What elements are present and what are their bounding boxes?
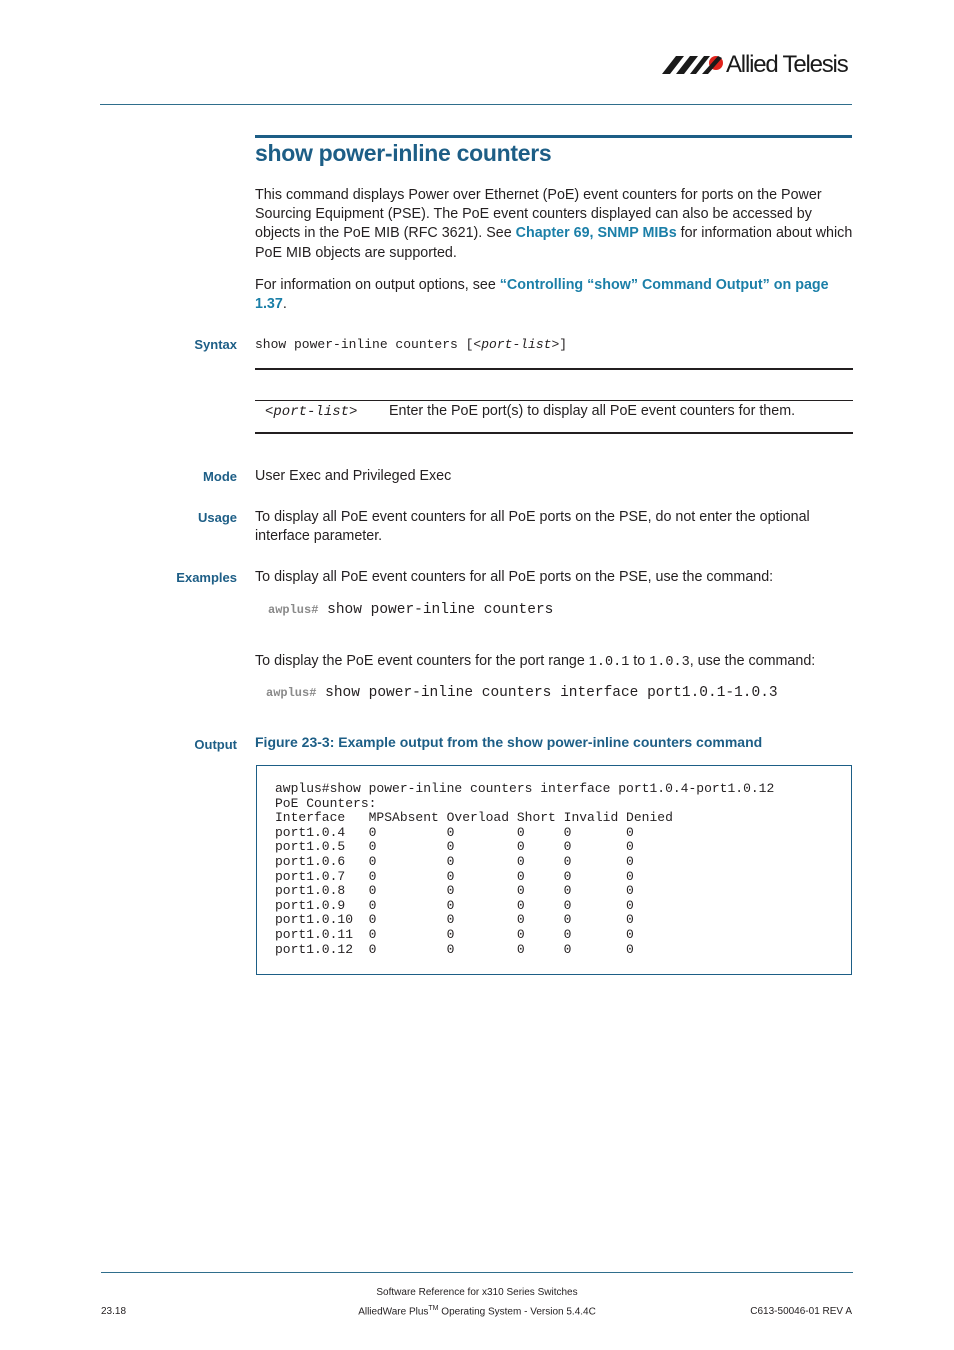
output-options-link[interactable]: “Controlling “show” Command Output” on page 1.37 xyxy=(255,277,829,313)
param-name xyxy=(265,404,357,420)
table-bottom-rule xyxy=(255,432,853,434)
table-top-rule xyxy=(255,368,853,370)
prompt: awplus# xyxy=(266,686,317,700)
footer-product: AlliedWare Plus xyxy=(358,1306,429,1318)
intro-text-3: For information on output options, see xyxy=(255,277,500,293)
output-heading: Output xyxy=(194,737,237,752)
usage-heading: Usage xyxy=(197,510,237,525)
doc-id: C613-50046-01 REV A xyxy=(750,1306,852,1317)
syntax-heading: Syntax xyxy=(194,337,237,352)
page-number: 23.18 xyxy=(101,1306,127,1317)
allied-telesis-logo xyxy=(662,50,854,80)
footer-os: Operating System - Version 5.4.4C xyxy=(438,1306,596,1318)
header-rule xyxy=(100,104,852,105)
syntax-param: port-list xyxy=(481,337,552,352)
prompt: awplus# xyxy=(268,603,319,617)
mode-text: User Exec and Privileged Exec xyxy=(255,468,452,484)
output-text: awplus#show power-inline counters interface port1.0.4-port1.0.12 PoE Counters: Interface MPSAbsent Overload Short Invalid Denied port1.0.4 0 0 0 0 0 port1.0.5 0 0 0 0 0 port1.0.6 0 0 0 0 0 port1.0.7 0 0 0 0 0 port1.0.8 0 0 0 0 0 port1.0.9 0 0 0 0 0 port1.0.10 0 0 0 0 0 port1.0.11 0 0 0 0 0 port1.0.12 0 0 0 0 0 xyxy=(275,781,775,957)
param-description: Enter the PoE port(s) to display all PoE event counters for them. xyxy=(389,403,796,419)
footer-title: Software Reference for x310 Series Switches xyxy=(376,1287,578,1298)
footer-tm: TM xyxy=(428,1305,439,1312)
figure-caption: Figure 23-3: Example output from the show power-inline counters command xyxy=(255,734,763,750)
usage-text: To display all PoE event counters for all PoE ports on the PSE, do not enter the optional interface parameter. xyxy=(255,509,810,545)
intro-paragraph-2 xyxy=(255,276,855,314)
example-command-1 xyxy=(268,602,553,618)
examples-text-1: To display all PoE event counters for all PoE ports on the PSE, use the command: xyxy=(255,569,774,585)
example-command-2 xyxy=(266,685,778,701)
examples-heading: Examples xyxy=(176,570,237,585)
output-box xyxy=(256,765,852,975)
brand-name: Allied Telesis xyxy=(726,51,848,78)
intro-paragraph-1 xyxy=(255,186,855,263)
intro-text-2: for information about which PoE MIB objects are supported. xyxy=(255,225,853,261)
examples-text-2c: , use the command: xyxy=(689,653,816,669)
syntax-cmd-end: >] xyxy=(551,337,568,352)
mode-heading: Mode xyxy=(203,469,237,484)
param-italic: port-list xyxy=(273,404,350,420)
intro-text: This command displays Power over Ethernet (PoE) event counters for ports on the Power Sourcing Equipment (PSE). The PoE event counters displayed can also be accessed by objects in the PoE MIB (RFC 3621). See xyxy=(255,187,822,242)
range-end: 1.0.3 xyxy=(649,655,690,670)
page-title: show power-inline counters xyxy=(255,140,552,166)
range-start: 1.0.1 xyxy=(588,655,630,670)
examples-text-2b: to xyxy=(629,653,650,669)
table-header-rule xyxy=(255,400,853,401)
param-close: > xyxy=(349,404,358,420)
logo-mark-icon xyxy=(662,50,726,80)
syntax-cmd: show power-inline counters [< xyxy=(255,337,482,352)
param-open: < xyxy=(265,404,274,420)
syntax-command xyxy=(255,337,567,352)
footer-rule xyxy=(101,1272,853,1273)
examples-text-2 xyxy=(255,652,865,672)
chapter-link[interactable]: Chapter 69, SNMP MIBs xyxy=(515,225,677,242)
examples-text-2a: To display the PoE event counters for the port range xyxy=(255,653,589,669)
command-text: show power-inline counters interface port1.0.1-1.0.3 xyxy=(325,685,778,701)
intro-text-4: . xyxy=(282,296,287,313)
title-rule xyxy=(255,135,852,138)
command-text: show power-inline counters xyxy=(327,602,554,618)
